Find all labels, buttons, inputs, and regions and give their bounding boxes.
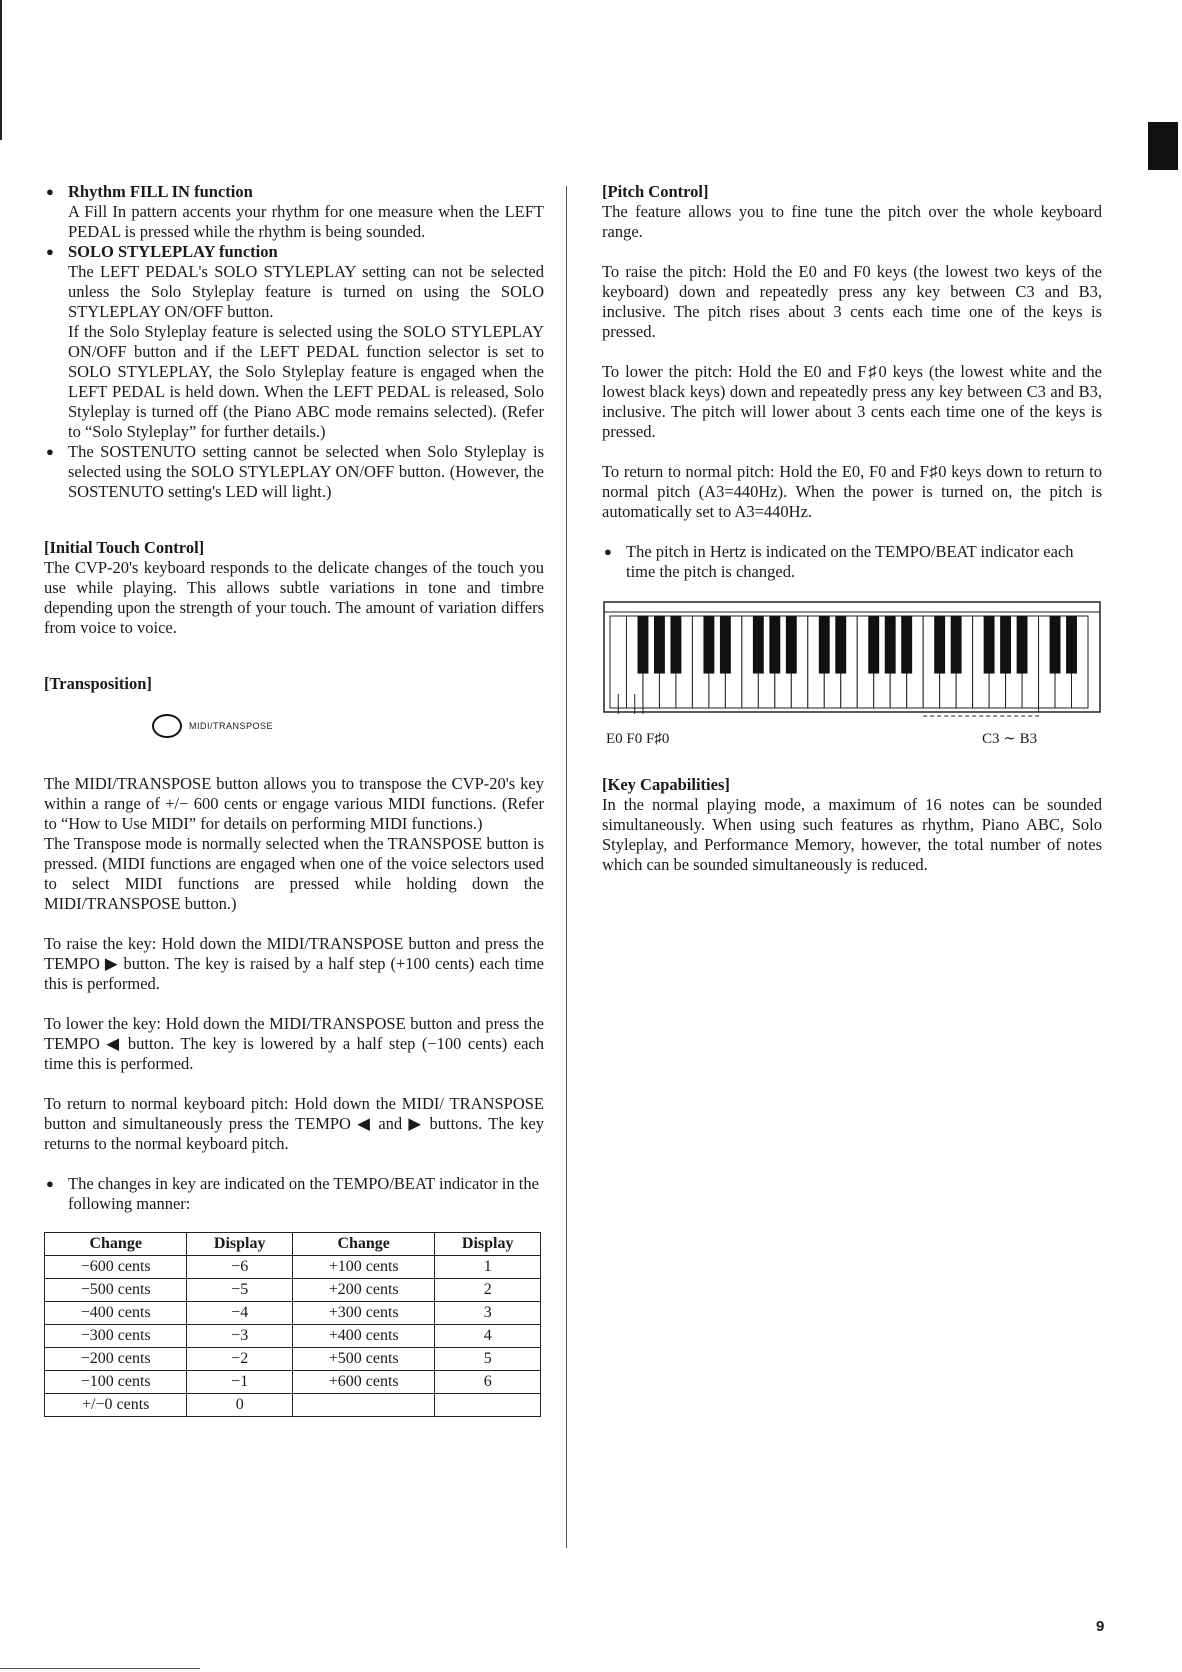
black-key: [1050, 616, 1060, 673]
right-column: [602, 182, 1102, 875]
midi-transpose-button-label: MIDI/TRANSPOSE: [189, 721, 274, 731]
table-cell: +300 cents: [292, 1302, 434, 1325]
black-key: [951, 616, 961, 673]
table-row: [45, 1256, 541, 1279]
table-cell: 5: [435, 1348, 541, 1371]
page-number: 9: [1096, 1618, 1105, 1635]
table-row: [45, 1302, 541, 1325]
table-cell: −1: [187, 1371, 293, 1394]
solo-styleplay-text-1: The LEFT PEDAL's SOLO STYLEPLAY setting can not be selected unless the Solo Styleplay feature is turned on using the SOLO STYLEPLAY ON/OFF button.: [68, 262, 544, 321]
solo-styleplay-heading: ● SOLO STYLEPLAY function: [68, 242, 278, 261]
lower-key-text: To lower the key: Hold down the MIDI/TRANSPOSE button and press the TEMPO ◀ button. The key is lowered by a half step (−100 cents) each time this is performed.: [44, 1014, 544, 1073]
sostenuto-bullet: [44, 442, 544, 502]
black-key: [786, 616, 796, 673]
fill-in-text: A Fill In pattern accents your rhythm for one measure when the LEFT PEDAL is pressed while the rhythm is being sounded.: [68, 202, 544, 241]
table-header-cell: Display: [187, 1233, 293, 1256]
black-key: [655, 616, 665, 673]
table-cell: 4: [435, 1325, 541, 1348]
initial-touch-text: The CVP-20's keyboard responds to the delicate changes of the touch you use while playing. This allows subtle variations in tone and timbre depending upon the strength of your touch. The amount of variation differs from voice to voice.: [44, 558, 544, 637]
black-key: [902, 616, 912, 673]
black-key: [704, 616, 714, 673]
table-cell: [435, 1394, 541, 1417]
table-header-cell: Display: [435, 1233, 541, 1256]
black-key: [770, 616, 780, 673]
solo-styleplay-bullet: [44, 242, 544, 442]
column-divider: [566, 186, 567, 1548]
return-key-text: To return to normal keyboard pitch: Hold down the MIDI/ TRANSPOSE button and simultaneously press the TEMPO ◀ and ▶ buttons. The key returns to the normal keyboard pitch.: [44, 1094, 544, 1153]
black-key: [836, 616, 846, 673]
table-cell: 3: [435, 1302, 541, 1325]
table-header-row: [45, 1233, 541, 1256]
table-header-cell: Change: [45, 1233, 187, 1256]
table-cell: 6: [435, 1371, 541, 1394]
table-row: [45, 1348, 541, 1371]
table-cell: +200 cents: [292, 1279, 434, 1302]
return-pitch-text: To return to normal pitch: Hold the E0, F0 and F♯0 keys down to return to normal pitch (A3=440Hz). When the power is turned on, the pitch is automatically set to A3=440Hz.: [602, 462, 1102, 521]
changes-note-text: ● The changes in key are indicated on the TEMPO/BEAT indicator in the following manner:: [68, 1174, 539, 1213]
initial-touch-heading: [Initial Touch Control]: [44, 538, 205, 557]
table-cell: −4: [187, 1302, 293, 1325]
hertz-note-text: ● The pitch in Hertz is indicated on the TEMPO/BEAT indicator each time the pitch is changed.: [626, 542, 1074, 581]
midi-transpose-button-icon: [152, 714, 182, 738]
black-key: [1067, 616, 1077, 673]
table-cell: −300 cents: [45, 1325, 187, 1348]
black-key: [869, 616, 879, 673]
key-capabilities-text: In the normal playing mode, a maximum of 16 notes can be sounded simultaneously. When using such features as rhythm, Piano ABC, Solo Styleplay, and Performance Memory, however, the total number of notes which can be sounded simultaneously is reduced.: [602, 795, 1102, 874]
black-key: [753, 616, 763, 673]
black-key: [935, 616, 945, 673]
section-tab-marker: [1148, 122, 1178, 170]
table-cell: +600 cents: [292, 1371, 434, 1394]
table-cell: 1: [435, 1256, 541, 1279]
table-header-cell: Change: [292, 1233, 434, 1256]
black-key: [885, 616, 895, 673]
table-cell: −2: [187, 1348, 293, 1371]
black-key: [720, 616, 730, 673]
table-cell: −200 cents: [45, 1348, 187, 1371]
table-cell: −100 cents: [45, 1371, 187, 1394]
table-cell: −6: [187, 1256, 293, 1279]
table-row: [45, 1371, 541, 1394]
transpose-text-1: The MIDI/TRANSPOSE button allows you to transpose the CVP-20's key within a range of +/− 600 cents or engage various MIDI functions. (Refer to “How to Use MIDI” for details on performing MIDI functions.): [44, 774, 544, 833]
table-cell: 0: [187, 1394, 293, 1417]
solo-styleplay-text-2: If the Solo Styleplay feature is selected using the SOLO STYLEPLAY ON/OFF button and if the LEFT PEDAL function selector is set to SOLO STYLEPLAY, the Solo Styleplay feature is engaged when the LEFT PEDAL is held down. When the LEFT PEDAL is released, Solo Styleplay is turned off (the Piano ABC mode remains selected). (Refer to “Solo Styleplay” for further details.): [68, 322, 544, 441]
table-cell: −5: [187, 1279, 293, 1302]
raise-pitch-text: To raise the pitch: Hold the E0 and F0 keys (the lowest two keys of the keyboard) down and repeatedly press any key between C3 and B3, inclusive. The pitch rises about 3 cents each time one of the keys is pressed.: [602, 262, 1102, 341]
black-key: [819, 616, 829, 673]
table-cell: −500 cents: [45, 1279, 187, 1302]
midi-transpose-button-figure: [152, 714, 544, 738]
fill-in-bullet: [44, 182, 544, 242]
black-key: [671, 616, 681, 673]
hertz-bullet: [602, 542, 1102, 582]
c3-b3-range-label: C3 ∼ B3: [982, 731, 1038, 747]
transposition-heading: [Transposition]: [44, 674, 152, 693]
table-cell: −3: [187, 1325, 293, 1348]
table-row: [45, 1394, 541, 1417]
table-cell: +/−0 cents: [45, 1394, 187, 1417]
table-row: [45, 1279, 541, 1302]
pitch-control-heading: [Pitch Control]: [602, 182, 709, 201]
table-row: [45, 1325, 541, 1348]
changes-bullet: [44, 1174, 544, 1214]
fill-in-heading: ● Rhythm FILL IN function: [68, 182, 253, 201]
table-cell: +400 cents: [292, 1325, 434, 1348]
keyboard-illustration: [602, 596, 1102, 724]
black-key: [1017, 616, 1027, 673]
bottom-edge-line: [0, 1668, 200, 1669]
page-edge-line: [0, 0, 2, 140]
black-key: [638, 616, 648, 673]
table-cell: +100 cents: [292, 1256, 434, 1279]
keyboard-figure: [602, 596, 1102, 751]
table-cell: −400 cents: [45, 1302, 187, 1325]
table-cell: −600 cents: [45, 1256, 187, 1279]
lower-pitch-text: To lower the pitch: Hold the E0 and F♯0 keys (the lowest white and the lowest black keys) down and repeatedly press any key between C3 and B3, inclusive. The pitch will lower about 3 cents each time one of the keys is pressed.: [602, 362, 1102, 441]
table-cell: 2: [435, 1279, 541, 1302]
transpose-display-table: [44, 1232, 541, 1417]
pitch-intro-text: The feature allows you to fine tune the pitch over the whole keyboard range.: [602, 202, 1102, 241]
key-capabilities-heading: [Key Capabilities]: [602, 775, 730, 794]
raise-key-text: To raise the key: Hold down the MIDI/TRANSPOSE button and press the TEMPO ▶ button. The key is raised by a half step (+100 cents) each time this is performed.: [44, 934, 544, 993]
black-key: [1001, 616, 1011, 673]
sostenuto-text: ● The SOSTENUTO setting cannot be selected when Solo Styleplay is selected using the SOLO STYLEPLAY ON/OFF button. (However, the SOSTENUTO setting's LED will light.): [68, 442, 544, 501]
table-cell: [292, 1394, 434, 1417]
left-column: [44, 182, 544, 1417]
transpose-text-2: The Transpose mode is normally selected when the TRANSPOSE button is pressed. (MIDI functions are engaged when one of the voice selectors used to select MIDI functions are pressed while holding down the MIDI/TRANSPOSE button.): [44, 834, 544, 913]
low-keys-label: E0 F0 F♯0: [606, 731, 670, 747]
black-key: [984, 616, 994, 673]
table-cell: +500 cents: [292, 1348, 434, 1371]
